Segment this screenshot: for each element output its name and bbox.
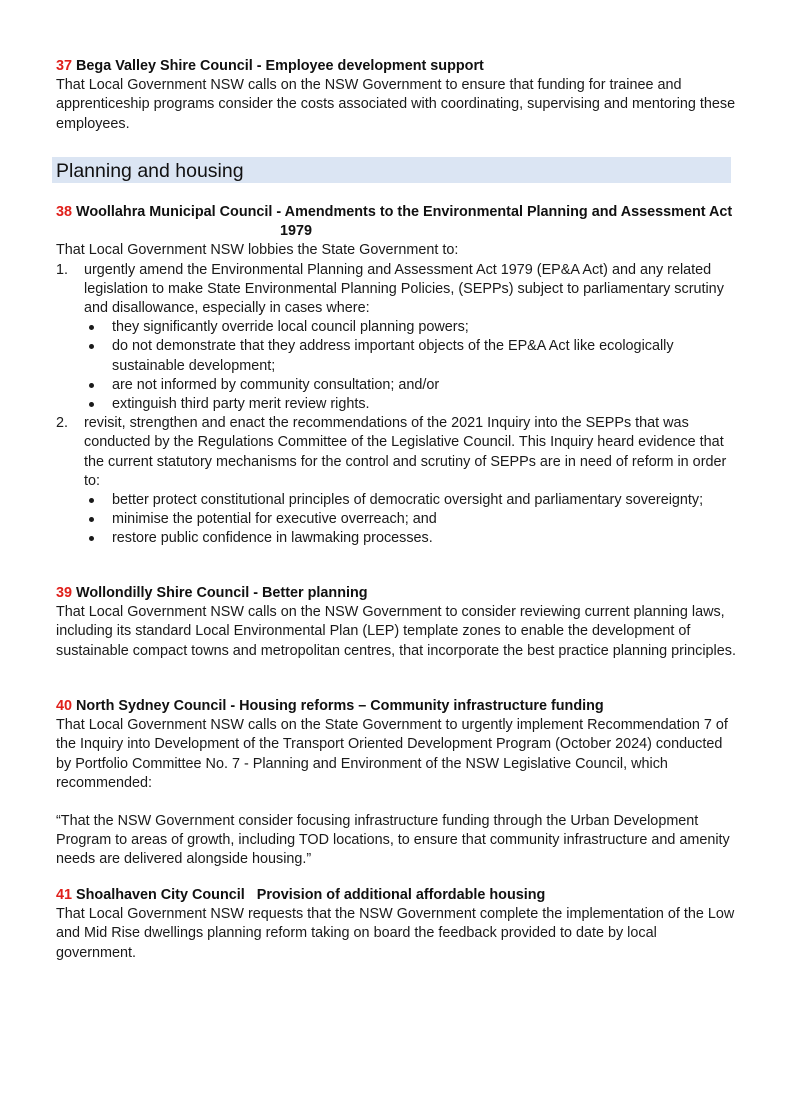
bullet-list: [84, 491, 746, 549]
motion-number: 40: [56, 698, 73, 714]
motion-39: [56, 584, 736, 661]
point-text: revisit, strengthen and enact the recommendations of the 2021 Inquiry into the SEPPs that was conducted by the Regulations Committee of the Legislative Council. This Inquiry heard evidence that the current statutory mechanisms for the control and scrutiny of SEPPs are in need of reform in order to:: [84, 415, 727, 489]
motion-intro: That Local Government NSW lobbies the State Government to:: [56, 242, 459, 259]
motion-39-heading: [56, 584, 736, 603]
bullet-item: restore public confidence in lawmaking processes.: [84, 529, 746, 548]
motion-points: [56, 261, 746, 549]
motion-title: Bega Valley Shire Council - Employee development support: [76, 58, 484, 74]
motion-number: 38: [56, 204, 73, 220]
motion-title-line2: 1979: [280, 223, 313, 240]
bullet-item: are not informed by community consultation; and/or: [84, 376, 746, 395]
motion-38: [56, 203, 746, 549]
motion-title: Wollondilly Shire Council - Better planning: [76, 585, 368, 601]
motion-40: [56, 697, 736, 870]
motion-body: That Local Government NSW calls on the NSW Government to consider reviewing current planning laws, including its standard Local Environmental Plan (LEP) template zones to enable the development of sustainable compact towns and metropolitan centres, that incorporate the best practice planning principles.: [56, 604, 736, 659]
motion-title: Woollahra Municipal Council - Amendments to the Environmental Planning and Assessment Act: [76, 204, 733, 220]
point-text: urgently amend the Environmental Planning and Assessment Act 1979 (EP&A Act) and any related legislation to make State Environmental Planning Policies, (SEPPs) subject to parliamentary scrutiny and disallowance, especially in cases where:: [84, 261, 724, 317]
motion-point: [56, 261, 746, 415]
bullet-item: they significantly override local council planning powers;: [84, 318, 746, 337]
motion-title: North Sydney Council - Housing reforms – Community infrastructure funding: [76, 698, 604, 714]
motion-41-heading: [56, 886, 736, 905]
motion-37-heading: [56, 57, 736, 76]
bullet-item: better protect constitutional principles of democratic oversight and parliamentary sovereignty;: [84, 491, 746, 510]
bullet-list: [84, 318, 746, 414]
motion-title: Shoalhaven City Council Provision of additional affordable housing: [76, 887, 546, 903]
motion-40-heading: [56, 697, 736, 716]
motion-37: [56, 57, 736, 134]
motion-38-heading: [56, 203, 746, 241]
motion-number: 39: [56, 585, 73, 601]
motion-body: That Local Government NSW requests that the NSW Government complete the implementation of the Low and Mid Rise dwellings planning reform taking on board the feedback provided to date by local government.: [56, 906, 735, 961]
bullet-item: extinguish third party merit review rights.: [84, 395, 746, 414]
motion-number: 41: [56, 887, 73, 903]
section-title: Planning and housing: [56, 160, 244, 182]
motion-body: That Local Government NSW calls on the State Government to urgently implement Recommendation 7 of the Inquiry into Development of the Transport Oriented Development Program (October 2024) conducted by Portfolio Committee No. 7 - Planning and Environment of the NSW Legislative Council, which recommended:: [56, 717, 728, 791]
bullet-item: minimise the potential for executive overreach; and: [84, 510, 746, 529]
motion-body: That Local Government NSW calls on the NSW Government to ensure that funding for trainee and apprenticeship programs consider the costs associated with coordinating, supervising and mentoring these employees.: [56, 77, 736, 132]
motion-41: [56, 886, 736, 963]
motion-number: 37: [56, 58, 73, 74]
point-number: 2.: [56, 415, 69, 432]
motion-quote: “That the NSW Government consider focusing infrastructure funding through the Urban Development Program to areas of growth, including TOD locations, to ensure that community infrastructure and amenity needs are delivered alongside housing.”: [56, 813, 730, 868]
point-number: 1.: [56, 261, 69, 278]
bullet-item: do not demonstrate that they address important objects of the EP&A Act like ecologically sustainable development;: [84, 337, 746, 375]
motion-point: [56, 414, 746, 548]
